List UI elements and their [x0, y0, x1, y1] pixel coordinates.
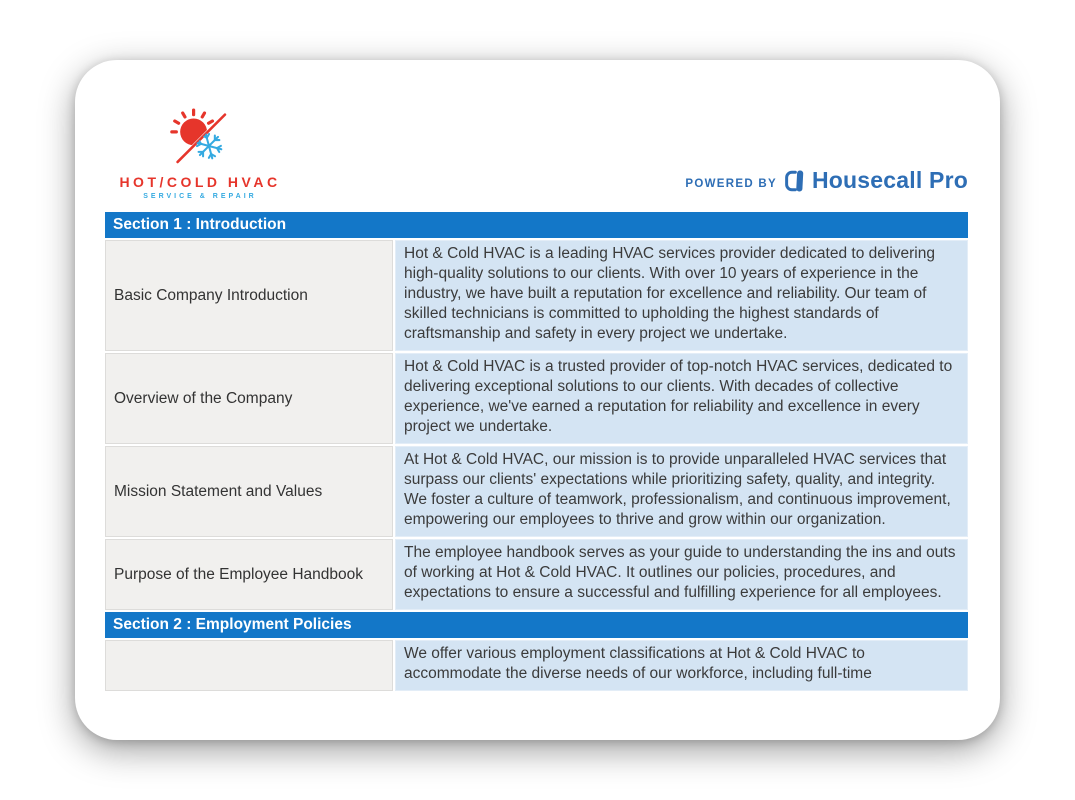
row-content: Hot & Cold HVAC is a trusted provider of top-notch HVAC services, dedicated to delivering exceptional solutions to our clients. With decades of collective experience, we've earned a reputation for reliability and excellence in every project we undertake. — [395, 353, 968, 444]
powered-by-housecall-pro — [685, 167, 968, 200]
section-header: Section 1 : Introduction — [105, 212, 968, 238]
table-row — [105, 240, 968, 351]
table-row — [105, 446, 968, 537]
row-label: Basic Company Introduction — [105, 240, 393, 351]
table-row — [105, 640, 968, 691]
logo-wordmark: HOT/COLD HVAC — [119, 174, 281, 190]
logo-tagline: SERVICE & REPAIR — [143, 193, 257, 200]
section-header: Section 2 : Employment Policies — [105, 612, 968, 638]
row-content: At Hot & Cold HVAC, our mission is to provide unparalleled HVAC services that surpass our clients' expectations while prioritizing safety, quality, and integrity. We foster a culture of teamwork, professionalism, and continuous improvement, empowering our employees to thrive and grow within our organization. — [395, 446, 968, 537]
row-label — [105, 640, 393, 691]
row-label: Mission Statement and Values — [105, 446, 393, 537]
table-row — [105, 539, 968, 610]
sun-snowflake-icon — [168, 105, 232, 169]
housecall-pro-icon — [784, 169, 805, 193]
handbook-table-viewport — [105, 212, 968, 728]
card-header — [75, 60, 1000, 212]
powered-by-brand: Housecall Pro — [812, 167, 968, 193]
powered-by-label: POWERED BY — [685, 177, 777, 190]
handbook-card — [75, 60, 1000, 740]
handbook-table — [105, 212, 968, 691]
row-content: The employee handbook serves as your guide to understanding the ins and outs of working at Hot & Cold HVAC. It outlines our policies, procedures, and expectations to ensure a successful and fulfilling experience for all employees. — [395, 539, 968, 610]
row-label: Overview of the Company — [105, 353, 393, 444]
row-label: Purpose of the Employee Handbook — [105, 539, 393, 610]
company-logo — [105, 105, 295, 200]
table-row — [105, 353, 968, 444]
row-content: Hot & Cold HVAC is a leading HVAC services provider dedicated to delivering high-quality solutions to our clients. With over 10 years of experience in the industry, we have built a reputation for excellence and reliability. Our team of skilled technicians is committed to upholding the highest standards of craftsmanship and safety in every project we undertake. — [395, 240, 968, 351]
row-content: We offer various employment classifications at Hot & Cold HVAC to accommodate the diverse needs of our workforce, including full-time — [395, 640, 968, 691]
